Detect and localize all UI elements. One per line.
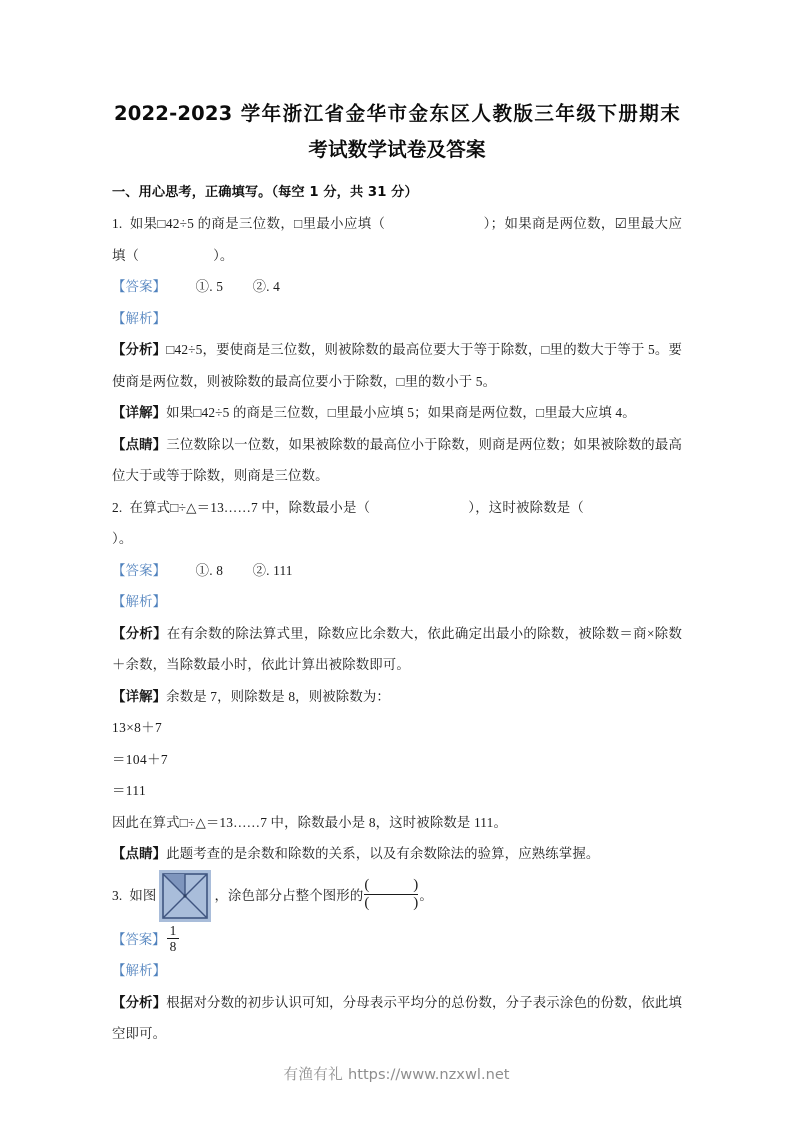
keypoint-label: 【点睛】 (112, 436, 167, 452)
question-1-text-d: ）。 (213, 247, 234, 263)
analysis-label: 【分析】 (112, 625, 167, 641)
explain-label: 【解析】 (112, 594, 167, 609)
question-2-detail-text: 余数是 7，则除数是 8，则被除数为： (166, 688, 390, 704)
question-2-text-b: ），这时被除数是（ (468, 499, 585, 515)
footer-brand: 有渔有礼 (283, 1066, 344, 1083)
question-3-answer-fraction (167, 923, 180, 954)
question-1-answer-2: ②. 4 (252, 279, 280, 294)
question-3-text-b: ，涂色部分占整个图形的 (214, 887, 364, 903)
question-1-keypoint-text: 三位数除以一位数，如果被除数的最高位小于除数，则商是两位数；如果被除数的最高位大于或等于除数，则商是三位数。 (112, 436, 682, 483)
question-3-analysis-text: 根据对分数的初步认识可知，分母表示平均分的总份数，分子表示涂色的份数，依此填空即可。 (112, 994, 682, 1041)
question-3-explain-row (112, 955, 682, 987)
question-2-equation-2: ＝104＋7 (112, 751, 168, 767)
section-header: 一、用心思考，正确填写。（每空 1 分，共 31 分） (112, 185, 418, 200)
fraction-numerator-blank[interactable]: ( ) (364, 877, 419, 893)
fraction-denominator-blank[interactable]: ( ) (364, 895, 419, 911)
title-line-1: 2022-2023 学年浙江省金华市金东区人教版三年级下册期末 (114, 102, 680, 125)
detail-label: 【详解】 (112, 688, 167, 704)
question-3-number: 3. (112, 887, 123, 903)
question-1-detail (112, 397, 682, 429)
question-3-text-a: 如图 (129, 887, 157, 903)
answer-label: 【答案】 (112, 562, 167, 578)
question-1-stem (112, 208, 682, 271)
question-2-detail-lead (112, 681, 682, 713)
question-2-text-a: 在算式□÷△＝13……7 中，除数最小是（ (129, 499, 371, 515)
title-line-2: 考试数学试卷及答案 (308, 138, 486, 161)
question-1-analysis-text: □42÷5，要使商是三位数，则被除数的最高位要大于等于除数，□里的数大于等于 5。要使商是两位数，则被除数的最高位要小于除数，□里的数小于 5。 (112, 342, 682, 389)
question-1-text-b: ）；如果商是两位数，☑里最大应 (483, 216, 682, 231)
footer-watermark (0, 1063, 793, 1084)
question-1-text-a: 如果□42÷5 的商是三位数，□里最小应填（ (129, 216, 386, 231)
answer-label: 【答案】 (112, 931, 166, 947)
shaded-square-diagram (159, 869, 211, 923)
question-2-analysis-text: 在有余数的除法算式里，除数应比余数大，依此确定出最小的除数，被除数＝商×除数＋余数，当除数最小时，依此计算出被除数即可。 (112, 625, 682, 672)
question-2-equation-3: ＝111 (112, 783, 147, 798)
question-1-answer-row (112, 271, 682, 303)
detail-label: 【详解】 (112, 405, 167, 420)
question-1-text-c: 填（ (112, 247, 140, 263)
document-content (112, 96, 682, 1050)
explain-label: 【解析】 (112, 963, 167, 978)
fraction-denominator: 8 (167, 938, 180, 954)
analysis-label: 【分析】 (112, 342, 167, 357)
question-2-answer-2: ②. 111 (252, 562, 293, 578)
question-3-analysis (112, 987, 682, 1050)
answer-label: 【答案】 (112, 279, 167, 294)
question-2-stem (112, 492, 682, 555)
question-2-text-c: ）。 (112, 531, 133, 546)
question-1-keypoint (112, 429, 682, 492)
analysis-label: 【分析】 (112, 994, 167, 1010)
question-2-answer-row (112, 555, 682, 587)
question-1-analysis (112, 334, 682, 397)
question-2-answer-1: ①. 8 (195, 562, 224, 578)
question-2-explain-row (112, 586, 682, 618)
question-2-keypoint-text: 此题考查的是余数和除数的关系，以及有余数除法的验算，应熟练掌握。 (166, 846, 600, 861)
fraction-numerator: 1 (169, 922, 177, 938)
question-2-analysis (112, 618, 682, 681)
question-3-text-c: 。 (419, 887, 433, 903)
question-3-answer-row (112, 924, 682, 956)
keypoint-label: 【点睛】 (112, 846, 167, 861)
question-1-answer-1: ①. 5 (195, 279, 224, 294)
question-3-stem (112, 870, 682, 924)
page-title (112, 96, 682, 168)
explain-label: 【解析】 (112, 310, 167, 326)
question-2-equation-1: 13×8＋7 (112, 720, 163, 735)
question-1-number: 1. (112, 216, 123, 231)
question-1-explain-row (112, 303, 682, 335)
footer-url: https://www.nzxwl.net (347, 1066, 510, 1083)
question-2-conclusion: 因此在算式□÷△＝13……7 中，除数最小是 8，这时被除数是 111。 (112, 814, 508, 830)
question-2-number: 2. (112, 499, 123, 515)
question-1-detail-text: 如果□42÷5 的商是三位数，□里最小应填 5；如果商是两位数，□里最大应填 4。 (166, 405, 636, 420)
question-3-fraction-blank[interactable] (364, 877, 418, 912)
question-2-keypoint (112, 838, 682, 870)
